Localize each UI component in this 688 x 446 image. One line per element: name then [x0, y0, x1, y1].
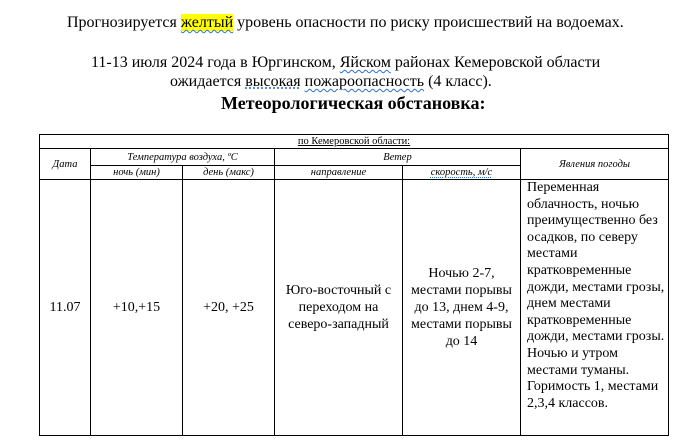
- fire-danger-notice-line2: ожидается высокая пожароопасность (4 класс).: [170, 73, 492, 90]
- wind-speed-header: скорость, м/с: [403, 166, 521, 180]
- temp-night-header: ночь (мин): [91, 166, 183, 180]
- district-name: Яйском: [339, 54, 391, 71]
- region-header: по Кемеровской области:: [40, 135, 669, 149]
- date-cell: 11.07: [40, 180, 91, 436]
- phenomena-cell: Переменная облачность, ночью преимущественно без осадков, по северу местами кратковременные дожди, местами грозы, днем местами кратковременные дожди, местами грозы. Ночью и утром местами туманы. Горимость 1, местами 2,3,4 классов.: [521, 180, 669, 436]
- temp-day-header: день (макс): [183, 166, 275, 180]
- night-temp-cell: +10,+15: [91, 180, 183, 436]
- wind-direction-header: направление: [275, 166, 403, 180]
- temperature-column-header: Температура воздуха, ºС: [91, 149, 275, 166]
- date-column-header: Дата: [40, 149, 91, 180]
- water-danger-notice: Прогнозируется желтый уровень опасности по риску происшествий на водоемах.: [67, 14, 624, 31]
- wind-direction-cell: Юго-восточный с переходом на северо-западный: [275, 180, 403, 436]
- fire-danger-notice-line1: 11-13 июля 2024 года в Юргинском, Яйском районах Кемеровской области: [91, 54, 601, 71]
- weather-table: [39, 134, 669, 436]
- meteo-heading: Метеорологическая обстановка:: [221, 93, 486, 113]
- day-temp-cell: +20, +25: [183, 180, 275, 436]
- phenomena-column-header: Явления погоды: [521, 149, 669, 180]
- wind-speed-cell: Ночью 2-7, местами порывы до 13, днем 4-9, местами порывы до 14: [403, 180, 521, 436]
- danger-level-highlight: желтый: [180, 14, 234, 31]
- table-row: [40, 180, 669, 436]
- wind-column-header: Ветер: [275, 149, 521, 166]
